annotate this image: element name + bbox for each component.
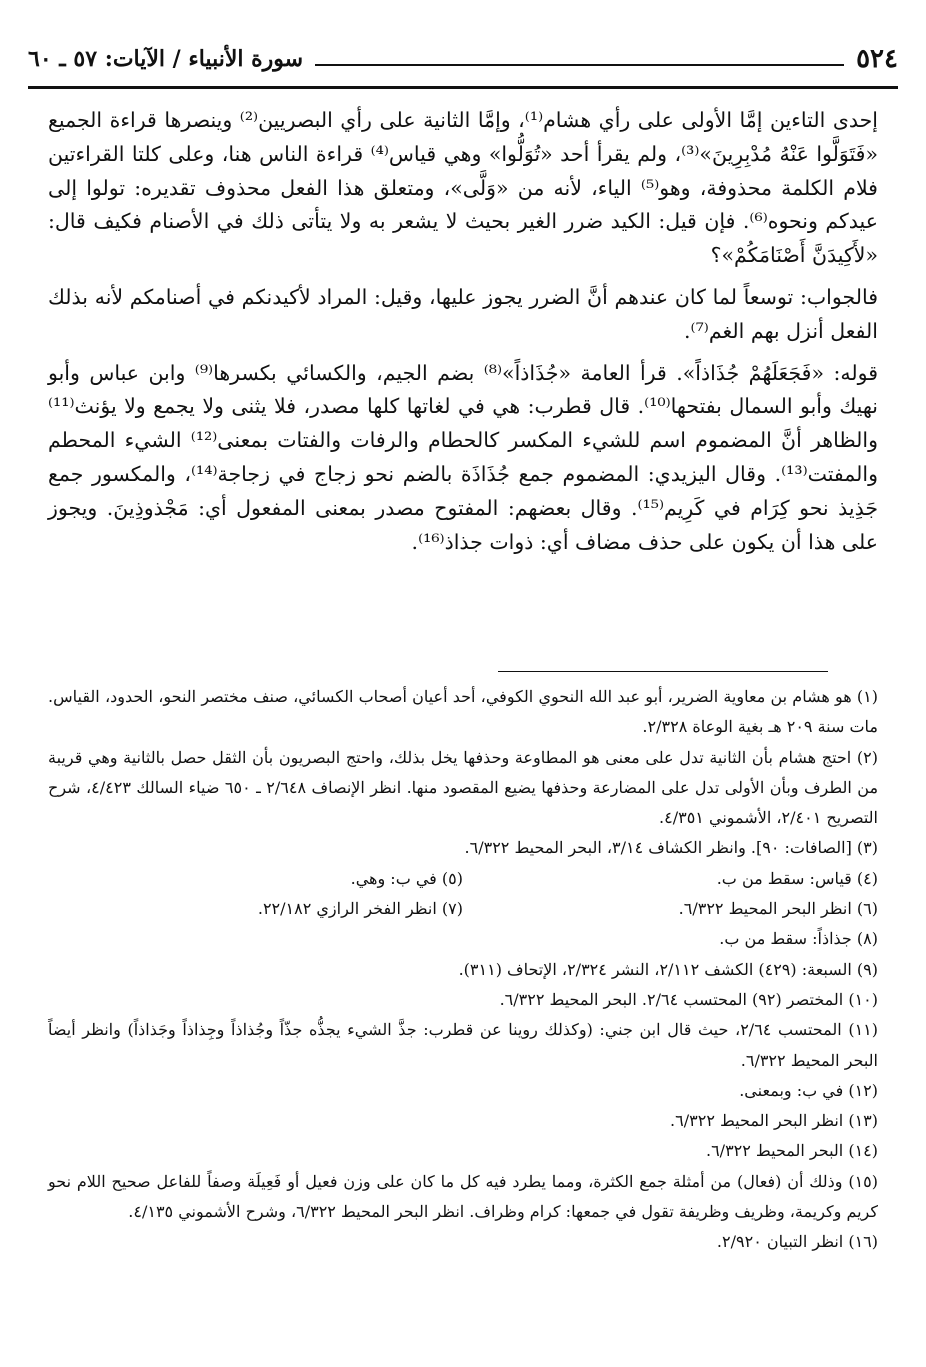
footnote-12: (١٢) في ب: وبمعنى. [739, 1080, 878, 1100]
footnotes [48, 682, 878, 1258]
header-rule [28, 86, 898, 89]
footnote-1: (١) هو هشام بن معاوية الضرير، أبو عبد الله النحوي الكوفي، أحد أعيان أصحاب الكسائي، صنف مختصر النحو، الحدود، القياس. مات سنة ٢٠٩ هـ بغية الوعاة ٢/٣٢٨. [48, 687, 878, 737]
footnote-16: (١٦) انظر التبيان ٢/٩٢٠. [716, 1232, 878, 1252]
footnote-separator [498, 671, 828, 672]
footnote-15: (١٥) وذلك أن (فعال) من أمثلة جمع الكثرة، ومما يطرد فيه كل ما كان على وزن فعيل أو فَعِيلَة وصفاً للفاعل صحيح اللام نحو كريم وكريمة، وظريف وظريفة تقول في جمعها: كرام وظراف. انظر البحر المحيط ٦/٣٢٢، وشرح الأشموني ٤/١٣٥. [48, 1171, 878, 1222]
footnote-8: (٨) جذاذاً: سقط من ب. [719, 929, 878, 949]
footnote-row-6-7 [48, 894, 878, 924]
footnote-row-4-5 [48, 864, 878, 894]
footnote-10: (١٠) المختصر (٩٢) المحتسب ٢/٦٤. البحر المحيط ٦/٣٢٢. [499, 989, 878, 1009]
footnote-5: (٥) في ب: وهي. [350, 868, 463, 888]
footnote-9: (٩) السبعة: (٤٢٩) الكشف ٢/١١٢، النشر ٢/٣٢٤، الإتحاف (٣١١). [458, 959, 878, 979]
paragraph-2: فالجواب: توسعاً لما كان عندهم أنَّ الضرر يجوز عليها، وقيل: المراد لأكيدنكم في أصنامكم لأنه بذلك الفعل أنزل بهم الغم⁽⁷⁾. [48, 284, 878, 343]
page-number: ٥٢٤ [856, 44, 898, 74]
footnote-2: (٢) احتج هشام بأن الثانية تدل على معنى هو المطاوعة وحذفها يخل بذلك، واحتج البصريون بأن الثقل حصل بالثانية وهي قريبة من الطرف وبأن الأولى تدل على المضارعة وحذفها يضيع المقصود منها. انظر الإنصاف ٢/٦٤٨ ـ ٦٥٠ ضياء السالك ٤/٤٢٣، شرح التصريح ٢/٤٠١، الأشموني ٤/٣٥١. [48, 747, 879, 828]
footnote-13: (١٣) انظر البحر المحيط ٦/٣٢٢. [670, 1111, 878, 1131]
footnote-4: (٤) قياس: سقط من ب. [716, 868, 878, 888]
paragraph-1: إحدى التاءين إمَّا الأولى على رأي هشام⁽¹⁾، وإمَّا الثانية على رأي البصريين⁽²⁾ وينصرها قراءة الجميع «فَتَوَلَّوا عَنْهُ مُدْبِرِينَ»⁽³⁾، ولم يقرأ أحد «تُوَلُّوا» وهي قياس⁽⁴⁾ قراءة الناس هنا، وعلى كلتا القراءتين فلام الكلمة محذوفة، وهو⁽⁵⁾ الياء، لأنه من «وَلَّى»، ومتعلق هذا الفعل محذوف تقديره: تولوا إلى عيدكم ونحوه⁽⁶⁾. فإن قيل: الكيد ضرر الغير بحيث لا يشعر به ولا يتأتى ذلك في الأصنام فكيف قال: «لأَكِيدَنَّ أَصْنَامَكُمْ»؟ [48, 108, 878, 268]
footnote-11: (١١) المحتسب ٢/٦٤، حيث قال ابن جني: (وكذلك روينا عن قطرب: جذَّ الشيء يجذُّه جذّاً وجُذاذاً وجِذاذاً وجَذاذاً) وانظر أيضاً البحر المحيط ٦/٣٢٢. [48, 1020, 879, 1070]
paragraph-3: قوله: «فَجَعَلَهُمْ جُذَاذاً». قرأ العامة «جُذَاذاً»⁽⁸⁾ بضم الجيم، والكسائي بكسرها⁽⁹⁾ وابن عباس وأبو نهيك وأبو السمال بفتحها⁽¹⁰⁾. قال قطرب: هي في لغاتها كلها مصدر، فلا يثنى ولا يجمع ولا يؤنث⁽¹¹⁾ والظاهر أنَّ المضموم اسم للشيء المكسر كالحطام والرفات والفتات بمعنى⁽¹²⁾ الشيء المحطم والمفتت⁽¹³⁾. وقال اليزيدي: المضموم جمع جُذَاذَة بالضم نحو زجاج في زجاجة⁽¹⁴⁾، والمكسور جمع جَذِيذ نحو كِرَام في كَرِيم⁽¹⁵⁾. وقال بعضهم: المفتوح مصدر بمعنى المفعول أي: مَجْذوذِينَ. ويجوز على هذا أن يكون على حذف مضاف أي: ذوات جذاذ⁽¹⁶⁾. [48, 360, 878, 554]
running-title: سورة الأنبياء / الآيات: ٥٧ ـ ٦٠ [28, 46, 304, 72]
main-text [48, 104, 878, 567]
header-leader-line [315, 52, 844, 66]
page-header [28, 34, 898, 84]
footnote-3: (٣) [الصافات: ٩٠]. وانظر الكشاف ٣/١٤، البحر المحيط ٦/٣٢٢. [464, 838, 878, 858]
footnote-6: (٦) انظر البحر المحيط ٦/٣٢٢. [678, 899, 878, 919]
footnote-14: (١٤) البحر المحيط ٦/٣٢٢. [705, 1141, 878, 1161]
footnote-7: (٧) انظر الفخر الرازي ٢٢/١٨٢. [257, 899, 463, 919]
